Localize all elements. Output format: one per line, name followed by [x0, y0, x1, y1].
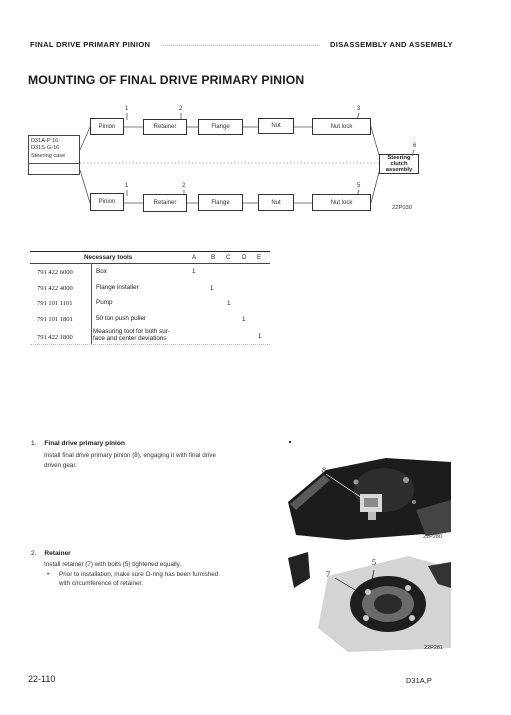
- section-2-body: [44, 560, 218, 589]
- header-chapter-title: DISASSEMBLY AND ASSEMBLY: [330, 40, 453, 49]
- table-row-5-part: 791 422 1800: [37, 334, 73, 341]
- assembly-flow-diagram: [0, 0, 511, 240]
- lower-callout-5: 5: [357, 183, 361, 189]
- table-row-1-name: Box: [96, 268, 107, 275]
- model-label-2: D31S-G-16: [31, 145, 60, 152]
- table-row-2-mark: 1: [210, 285, 214, 292]
- assembly-label: assembly: [385, 166, 413, 173]
- upper-callout-2: 2: [179, 106, 183, 112]
- figure-1-callout-8: 8: [322, 466, 326, 475]
- section-2-title: Retainer: [44, 550, 71, 557]
- figure-2-callout-7: 7: [326, 570, 330, 579]
- table-row-2-part: 791 422 4000: [37, 285, 73, 292]
- figure-2-code: 22P281: [424, 645, 443, 651]
- upper-flange-box: Flange: [198, 119, 243, 135]
- table-row-3-part: 791 101 1101: [37, 300, 73, 307]
- table-row-5-mark: 1: [258, 333, 262, 340]
- table-row-5-name-line1: Measuring tool for both sur-: [93, 328, 170, 335]
- lower-nut-lock-box: Nut lock: [312, 194, 371, 211]
- table-row-2-name: Flange installer: [96, 284, 139, 291]
- table-row-3-mark: 1: [227, 300, 231, 307]
- figure-1-code: 22P280: [423, 534, 442, 540]
- steering-case-label: Steering case: [31, 152, 66, 159]
- figure-2-callout-5: 5: [372, 558, 376, 567]
- table-row-4-name: 50 ton push puller: [96, 315, 147, 322]
- table-row-1-part: 791 422 6000: [37, 269, 73, 276]
- lower-flange-box: Flange: [198, 194, 243, 211]
- steering-label: Steering: [387, 155, 411, 161]
- model-code: D31A,P: [406, 676, 432, 685]
- section-1-body: [44, 451, 216, 470]
- section-2-bullet-line-2: with circumference of retainer.: [59, 580, 143, 587]
- upper-nut-lock-box: Nut lock: [312, 118, 371, 135]
- pinion-installation-photo: [286, 440, 451, 540]
- page-title: MOUNTING OF FINAL DRIVE PRIMARY PINION: [28, 73, 305, 87]
- column-a: A: [192, 254, 197, 261]
- table-divider: [91, 263, 92, 345]
- column-d: D: [242, 254, 247, 261]
- header-section-title: FINAL DRIVE PRIMARY PINION: [30, 40, 151, 49]
- section-2-heading: [31, 550, 71, 557]
- upper-pinion-box: Pinion: [90, 118, 124, 135]
- lower-callout-1: 1: [125, 183, 129, 189]
- column-b: B: [211, 254, 216, 261]
- lower-nut-box: Nut: [258, 194, 294, 211]
- section-1-number: 1.: [31, 440, 37, 447]
- section-1-title: Final drive primary pinion: [44, 440, 125, 447]
- tools-table-bottom-rule: [30, 344, 270, 345]
- steering-clutch-box: [379, 154, 419, 174]
- section-2-bullet-line-1: Prior to installation, make sure O-ring has been furnished: [59, 570, 219, 578]
- section-2-number: 2.: [31, 550, 37, 557]
- table-row-5-name: [93, 328, 170, 342]
- section-2-line-1: Install retainer (7) with bolts (5) tightened equally.: [44, 561, 182, 568]
- clutch-label: clutch: [390, 160, 408, 167]
- section-1-line-2: driven gear.: [44, 461, 77, 469]
- upper-callout-1: 1: [125, 106, 129, 112]
- column-c: C: [226, 254, 231, 261]
- upper-nut-box: Nut: [258, 118, 294, 134]
- retainer-installation-photo: [288, 548, 451, 652]
- table-row-4-part: 791 101 1801: [37, 316, 73, 323]
- lower-pinion-box: Pinion: [90, 193, 124, 211]
- bullet-dot: •: [47, 570, 50, 578]
- right-callout-6: 6: [413, 143, 417, 149]
- table-row-1-mark: 1: [192, 268, 196, 275]
- lower-callout-2: 2: [182, 183, 186, 189]
- lower-retainer-box: Retainer: [143, 194, 187, 212]
- table-row-5-name-line2: face and center deviations: [93, 335, 167, 342]
- connector-lines: [0, 0, 511, 240]
- tools-table-top-rule: [30, 251, 270, 252]
- upper-retainer-box: Retainer: [143, 119, 187, 135]
- section-1-heading: [31, 440, 125, 447]
- section-2-bullet: [44, 570, 218, 589]
- tools-table-header: Necessary tools: [84, 254, 133, 261]
- model-label-1: D31A-P 16: [31, 138, 59, 144]
- stray-mark: [289, 441, 291, 443]
- upper-callout-3: 3: [357, 106, 361, 112]
- page-number: 22-110: [28, 674, 56, 684]
- diagram-code: 22P030: [392, 205, 412, 211]
- column-e: E: [257, 254, 262, 261]
- section-1-line-1: Install final drive primary pinion (8), engaging it with final drive: [44, 452, 216, 459]
- table-row-3-name: Pump: [96, 299, 113, 306]
- tools-table-header-rule: [30, 263, 270, 264]
- table-row-4-mark: 1: [242, 316, 246, 323]
